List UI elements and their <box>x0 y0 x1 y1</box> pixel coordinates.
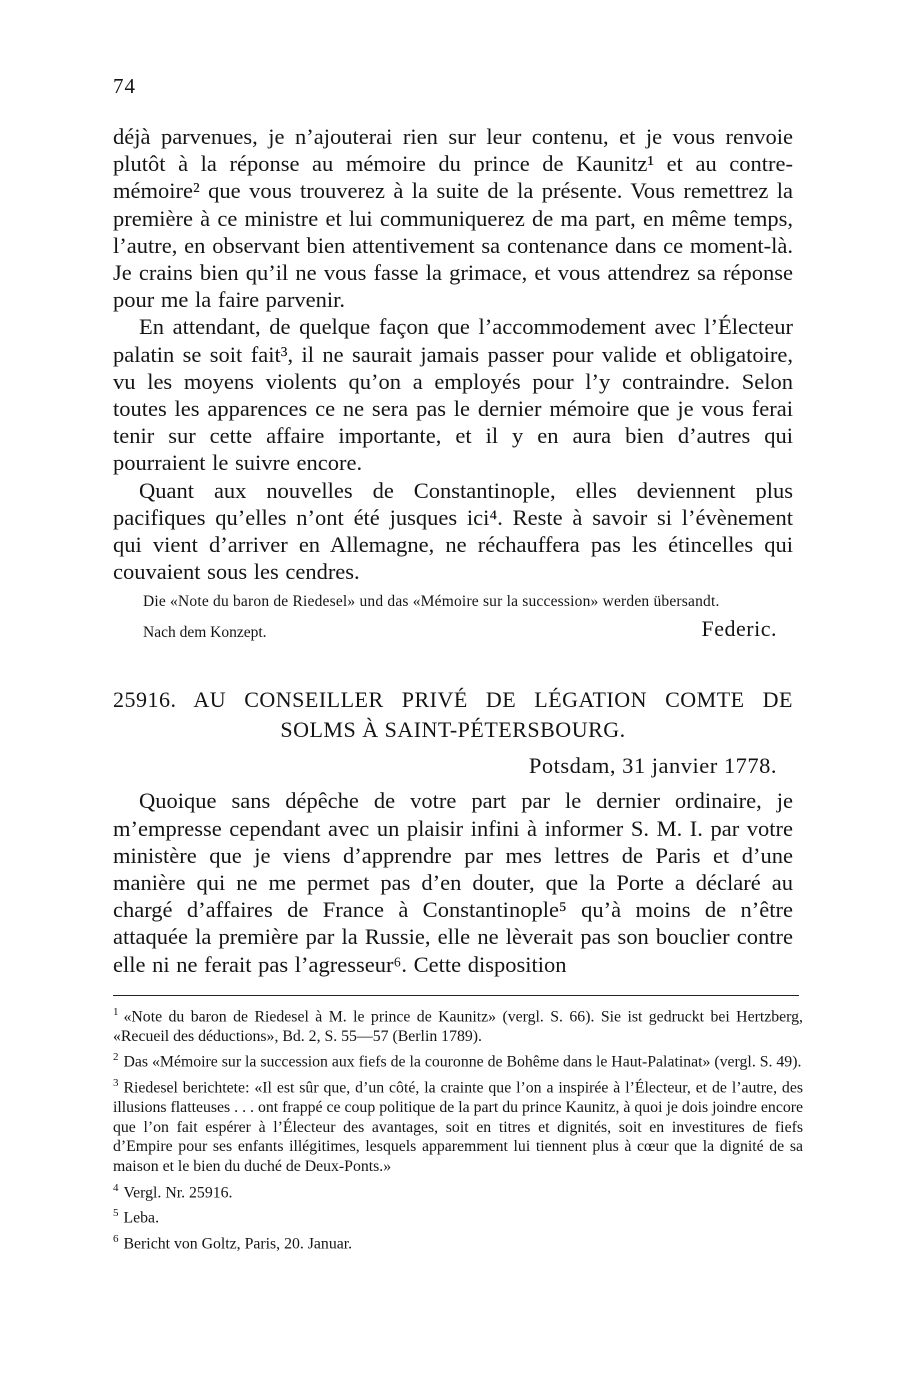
page-number: 74 <box>113 74 136 98</box>
footnote-text: Leba. <box>123 1209 160 1227</box>
footnote-number: 1 <box>113 1006 119 1018</box>
letter-heading <box>113 685 793 745</box>
footnote-text: Bericht von Goltz, Paris, 20. Januar. <box>123 1235 353 1253</box>
footnote-number: 5 <box>113 1207 119 1220</box>
enclosure-note: Die «Note du baron de Riedesel» und das «Mémoire sur la succession» werden übersandt. <box>143 593 720 611</box>
footnote-number: 2 <box>113 1051 119 1064</box>
main-text <box>113 123 793 978</box>
letter-heading-line-1: 25916. AU CONSEILLER PRIVÉ DE LÉGATION COMTE DE <box>113 687 793 713</box>
footnote-divider <box>113 995 799 996</box>
letter2-paragraph-1: Quoique sans dépêche de votre part par le dernier ordinaire, je m’empresse cependant avec un plaisir infini à informer S. M. I. par votre ministère que je viens d’apprendre par mes lettres de Paris et d’une manière qui ne me permet pas d’en douter, que la Porte a déclaré au chargé d’affaires de France à Constantinople⁵ qu’à moins de n’être attaquée la première par la Russie, elle ne lèverait pas son bouclier contre elle ni ne ferait pas l’agresseur⁶. Cette disposition <box>113 788 793 977</box>
footnotes <box>113 1003 803 1256</box>
dateline: Potsdam, 31 janvier 1778. <box>528 753 777 779</box>
source-note: Nach dem Konzept. <box>143 624 267 642</box>
footnote-text: Vergl. Nr. 25916. <box>123 1183 233 1201</box>
footnote-text: Riedesel berichtete: «Il est sûr que, d’un côté, la crainte que l’on a inspirée à l’Électeur, et de l’autre, des illusions flatteuses . . . ont frappé ce coup politique de la part du prince Kaunitz, à quoi je dois joindre encore que l’on fait espérer à l’Électeur des avantages, soit en titres et dignités, soit en investitures de fiefs d’Empire pour ses enfants illégitimes, lesquels apparemment lui tiennent plus à cœur que la dignité de sa maison et le bien du duché de Deux-Ponts.» <box>113 1079 803 1175</box>
source-line <box>113 616 793 648</box>
footnote-text: «Note du baron de Riedesel à M. le prince de Kaunitz» (vergl. S. 66). Sie ist gedruckt bei Hertzberg, «Recueil des déductions», Bd. 2, S. 55—57 (Berlin 1789). <box>113 1008 803 1045</box>
footnote <box>113 1230 803 1254</box>
letter1-paragraph-3: Quant aux nouvelles de Constantinople, elles deviennent plus pacifiques qu’elles n’ont été jusques ici⁴. Reste à savoir si l’évènement qui vient d’arriver en Allemagne, ne réchauffera pas les étincelles qui couvaient sous les cendres. <box>113 477 793 585</box>
letter1-paragraph-2: En attendant, de quelque façon que l’accommodement avec l’Électeur palatin se soit fait³, il ne saurait jamais passer pour valide et obligatoire, vu les moyens violents qu’on a employés pour l’y contraindre. Selon toutes les apparences ce ne sera pas le dernier mémoire que je vous ferai tenir sur cette affaire importante, et il y en aura bien d’autres qui pourraient le suivre encore. <box>113 314 793 476</box>
signature: Federic. <box>701 616 777 642</box>
footnote-number: 6 <box>113 1233 119 1246</box>
footnote-number: 3 <box>113 1077 119 1090</box>
footnote <box>113 1179 803 1203</box>
footnote <box>113 1003 803 1046</box>
footnote-number: 4 <box>113 1181 119 1194</box>
footnote <box>113 1074 803 1176</box>
footnote <box>113 1204 803 1228</box>
footnote-text: Das «Mémoire sur la succession aux fiefs de la couronne de Bohême dans le Haut-Palatinat» (vergl. S. 49). <box>123 1053 802 1071</box>
letter-heading-line-2: SOLMS À SAINT-PÉTERSBOURG. <box>280 717 626 743</box>
letter1-paragraph-1: déjà parvenues, je n’ajouterai rien sur leur contenu, et je vous renvoie plutôt à la réponse au mémoire du prince de Kaunitz¹ et au contre-mémoire² que vous trouverez à la suite de la présente. Vous remettrez la première à ce ministre et lui communiquerez de ma part, en même temps, l’autre, en observant bien attentivement sa contenance dans ce moment-là. Je crains bien qu’il ne vous fasse la grimace, et vous attendrez sa réponse pour me la faire parvenir. <box>113 124 793 313</box>
footnote <box>113 1048 803 1072</box>
